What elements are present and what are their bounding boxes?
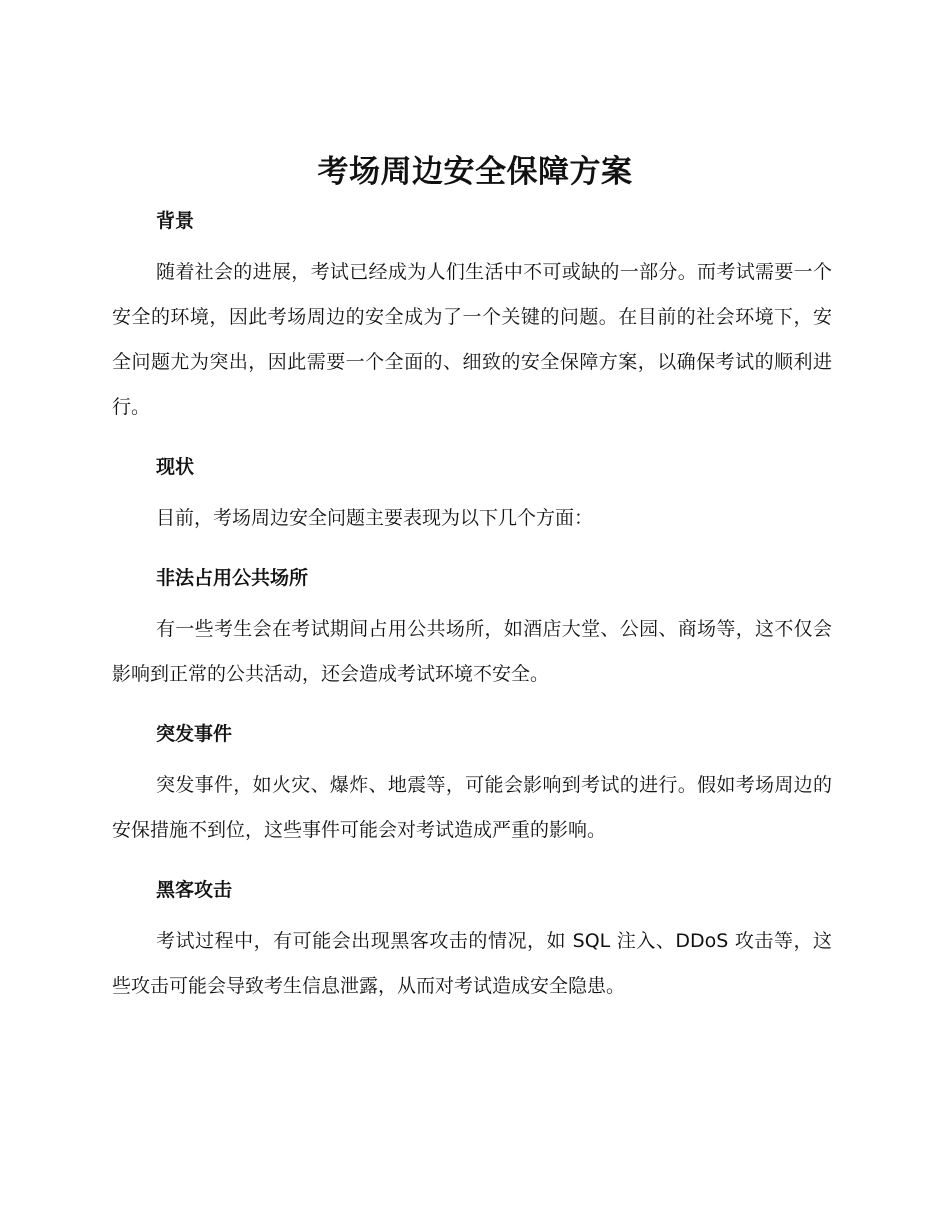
section-paragraph-hacker-attack: 考试过程中，有可能会出现黑客攻击的情况，如 SQL 注入、DDoS 攻击等，这些攻击可能会导致考生信息泄露，从而对考试造成安全隐患。	[112, 930, 832, 997]
document-title: 考场周边安全保障方案	[317, 154, 633, 190]
section-paragraph-emergency: 突发事件，如火灾、爆炸、地震等，可能会影响到考试的进行。假如考场周边的安保措施不到位，这些事件可能会对考试造成严重的影响。	[112, 774, 832, 841]
section-paragraph-status: 目前，考场周边安全问题主要表现为以下几个方面：	[156, 507, 594, 529]
section-paragraph-background: 随着社会的进展，考试已经成为人们生活中不可或缺的一部分。而考试需要一个安全的环境，因此考场周边的安全成为了一个关键的问题。在目前的社会环境下，安全问题尤为突出，因此需要一个全面的、细致的安全保障方案，以确保考试的顺利进行。	[112, 261, 832, 418]
section-heading-public-space: 非法占用公共场所	[156, 567, 309, 589]
section-heading-background: 背景	[156, 210, 195, 232]
section-heading-emergency: 突发事件	[156, 723, 233, 745]
section-heading-status: 现状	[156, 456, 195, 478]
document-body	[112, 196, 832, 1021]
section-paragraph-public-space: 有一些考生会在考试期间占用公共场所，如酒店大堂、公园、商场等，这不仅会影响到正常的公共活动，还会造成考试环境不安全。	[112, 618, 832, 685]
section-heading-hacker-attack: 黑客攻击	[156, 879, 233, 901]
